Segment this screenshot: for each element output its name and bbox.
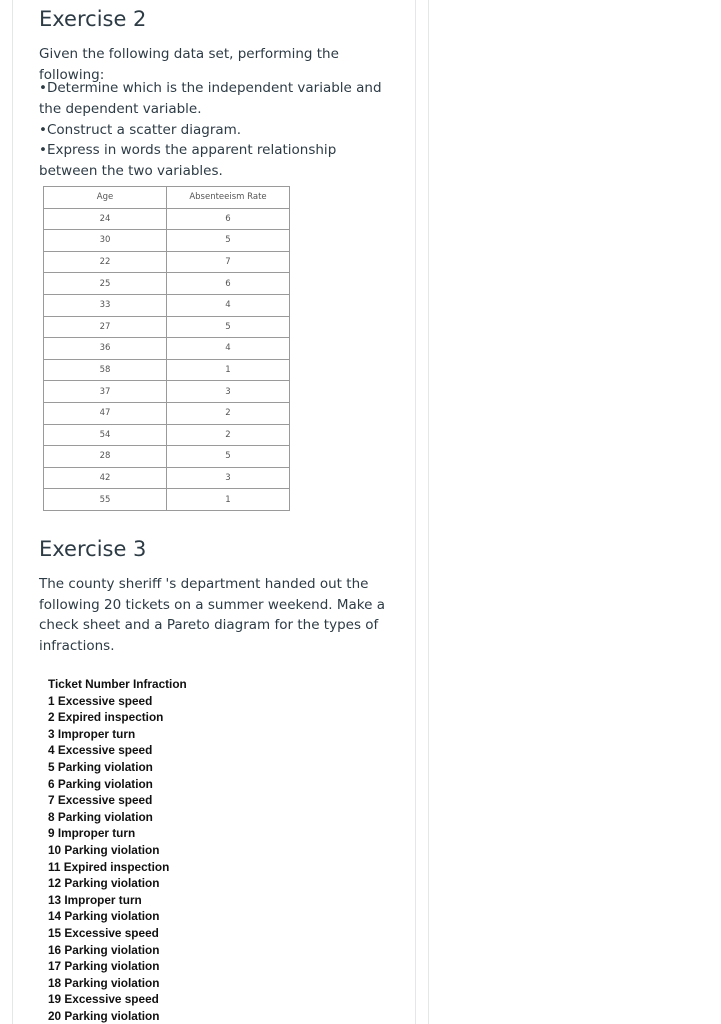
table-row bbox=[44, 294, 290, 316]
table-row bbox=[44, 208, 290, 230]
ticket-item: 8 Parking violation bbox=[48, 809, 153, 824]
ticket-item: 18 Parking violation bbox=[48, 975, 160, 990]
ticket-item: 6 Parking violation bbox=[48, 776, 153, 791]
ticket-item: 10 Parking violation bbox=[48, 842, 160, 857]
absenteeism-cell: 4 bbox=[167, 338, 290, 360]
column-header-absenteeism: Absenteeism Rate bbox=[167, 187, 290, 209]
table-row bbox=[44, 273, 290, 295]
absenteeism-cell: 2 bbox=[167, 424, 290, 446]
age-cell: 30 bbox=[44, 230, 167, 252]
exercise2-title: Exercise 2 bbox=[39, 7, 147, 31]
absenteeism-cell: 6 bbox=[167, 208, 290, 230]
age-cell: 42 bbox=[44, 467, 167, 489]
ticket-item: 7 Excessive speed bbox=[48, 793, 153, 808]
exercise2-intro: Given the following data set, performing the following: bbox=[39, 46, 339, 83]
sidebar-border bbox=[428, 0, 429, 1024]
age-cell: 58 bbox=[44, 359, 167, 381]
table-row bbox=[44, 338, 290, 360]
age-cell: 22 bbox=[44, 251, 167, 273]
age-cell: 27 bbox=[44, 316, 167, 338]
left-border bbox=[12, 0, 13, 1024]
age-cell: 36 bbox=[44, 338, 167, 360]
ticket-item: 11 Expired inspection bbox=[48, 859, 170, 874]
ticket-item: 13 Improper turn bbox=[48, 892, 142, 907]
ticket-item: 15 Excessive speed bbox=[48, 925, 159, 940]
age-cell: 47 bbox=[44, 402, 167, 424]
ticket-item: 9 Improper turn bbox=[48, 826, 136, 841]
ticket-item: 20 Parking violation bbox=[48, 1008, 160, 1023]
age-cell: 24 bbox=[44, 208, 167, 230]
ticket-item: 16 Parking violation bbox=[48, 942, 160, 957]
absenteeism-cell: 2 bbox=[167, 402, 290, 424]
bullet-item: •Express in words the apparent relationship between the two variables. bbox=[39, 142, 337, 180]
age-cell: 25 bbox=[44, 273, 167, 295]
age-cell: 28 bbox=[44, 446, 167, 468]
absenteeism-cell: 3 bbox=[167, 381, 290, 403]
table-body bbox=[44, 208, 290, 510]
ticket-item: 1 Excessive speed bbox=[48, 693, 153, 708]
age-cell: 37 bbox=[44, 381, 167, 403]
age-cell: 55 bbox=[44, 489, 167, 511]
ticket-item: 4 Excessive speed bbox=[48, 743, 153, 758]
exercise3-title: Exercise 3 bbox=[39, 537, 147, 561]
age-cell: 54 bbox=[44, 424, 167, 446]
exercise2-bullets bbox=[39, 78, 389, 182]
table-row bbox=[44, 402, 290, 424]
absenteeism-cell: 7 bbox=[167, 251, 290, 273]
absenteeism-cell: 4 bbox=[167, 294, 290, 316]
ticket-list bbox=[48, 676, 348, 1024]
table-header-row bbox=[44, 187, 290, 209]
absenteeism-cell: 5 bbox=[167, 316, 290, 338]
table-row bbox=[44, 381, 290, 403]
bullet-item: •Determine which is the independent variable and the dependent variable. bbox=[39, 80, 382, 117]
absenteeism-cell: 5 bbox=[167, 446, 290, 468]
absenteeism-cell: 1 bbox=[167, 359, 290, 381]
bullet-item: •Construct a scatter diagram. bbox=[39, 121, 242, 138]
ticket-item: 14 Parking violation bbox=[48, 909, 160, 924]
table-row bbox=[44, 446, 290, 468]
table-row bbox=[44, 424, 290, 446]
exercise3-intro: The county sheriff 's department handed out the following 20 tickets on a summer weekend. Make a check sheet and a Pareto diagram for the types of infractions. bbox=[39, 576, 386, 654]
absenteeism-cell: 1 bbox=[167, 489, 290, 511]
ticket-item: 2 Expired inspection bbox=[48, 710, 164, 725]
absenteeism-cell: 3 bbox=[167, 467, 290, 489]
ticket-item: 17 Parking violation bbox=[48, 959, 160, 974]
age-cell: 33 bbox=[44, 294, 167, 316]
table-row bbox=[44, 489, 290, 511]
absenteeism-cell: 6 bbox=[167, 273, 290, 295]
table-row bbox=[44, 316, 290, 338]
absenteeism-cell: 5 bbox=[167, 230, 290, 252]
table-row bbox=[44, 467, 290, 489]
ticket-item: 3 Improper turn bbox=[48, 726, 136, 741]
ticket-item: 12 Parking violation bbox=[48, 876, 160, 891]
table-row bbox=[44, 230, 290, 252]
table-row bbox=[44, 359, 290, 381]
ticket-list-header: Ticket Number Infraction bbox=[48, 677, 187, 691]
column-header-age: Age bbox=[44, 187, 167, 209]
age-absenteeism-table bbox=[43, 186, 290, 511]
ticket-item: 5 Parking violation bbox=[48, 759, 153, 774]
ticket-item: 19 Excessive speed bbox=[48, 992, 159, 1007]
content-right-border bbox=[415, 0, 416, 1024]
table-row bbox=[44, 251, 290, 273]
